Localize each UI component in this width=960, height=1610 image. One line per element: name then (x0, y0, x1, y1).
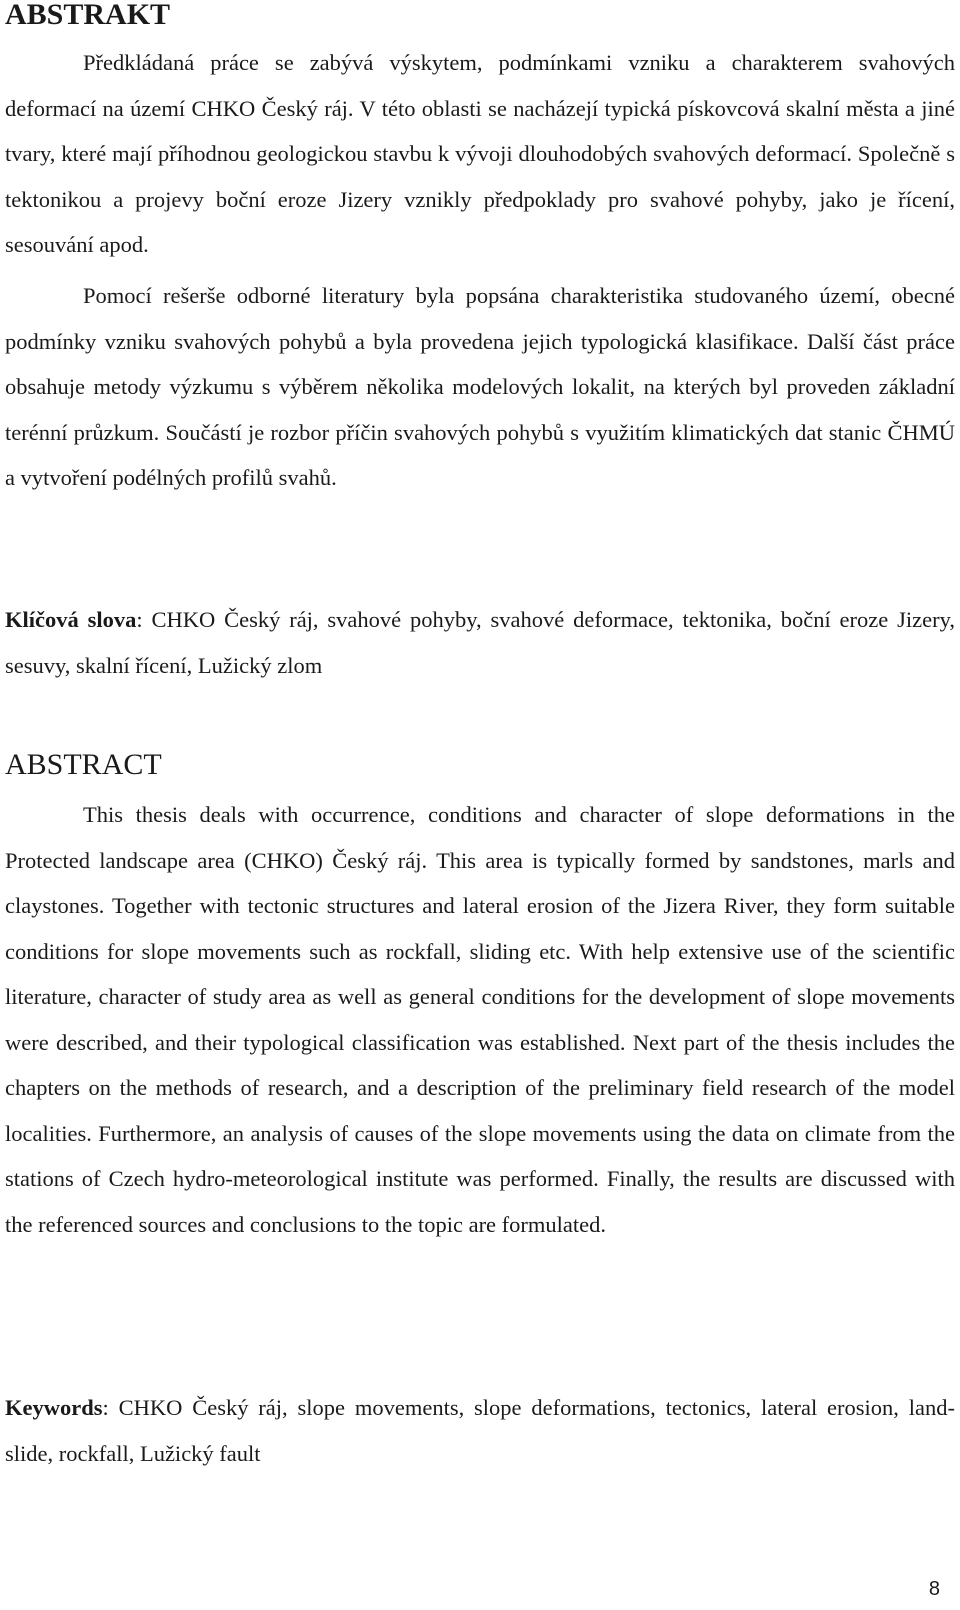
english-keywords (5, 1385, 955, 1476)
abstrakt-paragraph-1 (5, 40, 955, 268)
czech-keywords-label: Klíčová slova (5, 607, 137, 632)
czech-keywords-text: CHKO Český ráj, svahové pohyby, svahové deformace, tektonika, boční eroze Jizery, sesuvy, skalní řícení, Lužický zlom (5, 607, 956, 678)
abstrakt-paragraph-2-text: Pomocí rešerše odborné literatury byla popsána charakteristika studovaného území, obecné podmínky vzniku svahových pohybů a byla provedena jejich typologická klasifikace. Další část práce obsahuje metody výzkumu s výběrem několika modelových lokalit, na kterých byl proveden základní terénní průzkum. Součástí je rozbor příčin svahových pohybů s využitím klimatických dat stanic ČHMÚ a vytvoření podélných profilů svahů. (5, 283, 955, 490)
abstrakt-paragraph-1-text: Předkládaná práce se zabývá výskytem, podmínkami vzniku a charakterem svahových deformací na území CHKO Český ráj. V této oblasti se nacházejí typická pískovcová skalní města a jiné tvary, které mají příhodnou geologickou stavbu k vývoji dlouhodobých svahových deformací. Společně s tektonikou a projevy boční eroze Jizery vznikly předpoklady pro svahové pohyby, jako je řícení, sesouvání apod. (5, 50, 955, 257)
english-keywords-separator: : (102, 1395, 109, 1420)
english-keywords-label: Keywords (5, 1395, 103, 1420)
page-number: 8 (928, 1578, 940, 1600)
abstract-paragraph-1 (5, 792, 955, 1247)
abstract-heading: ABSTRACT (5, 748, 162, 781)
czech-keywords-separator: : (136, 607, 143, 632)
abstract-paragraph-1-text: This thesis deals with occurrence, conditions and character of slope deformations in the Protected landscape area (CHKO) Český ráj. This area is typically formed by sandstones, marls and claystones. Together with tectonic structures and lateral erosion of the Jizera River, they form suitable conditions for slope movements such as rockfall, sliding etc. With help extensive use of the scientific literature, character of study area as well as general conditions for the development of slope movements were described, and their typological classification was established. Next part of the thesis includes the chapters on the methods of research, and a description of the preliminary field research of the model localities. Furthermore, an analysis of causes of the slope movements using the data on climate from the stations of Czech hydro-meteorological institute was performed. Finally, the results are discussed with the referenced sources and conclusions to the topic are formulated. (5, 802, 955, 1237)
abstrakt-paragraph-2 (5, 273, 955, 501)
czech-keywords (5, 597, 955, 688)
abstrakt-heading: ABSTRAKT (5, 0, 171, 31)
english-keywords-text: CHKO Český ráj, slope movements, slope deformations, tectonics, lateral erosion, land-slide, rockfall, Lužický fault (5, 1395, 955, 1466)
